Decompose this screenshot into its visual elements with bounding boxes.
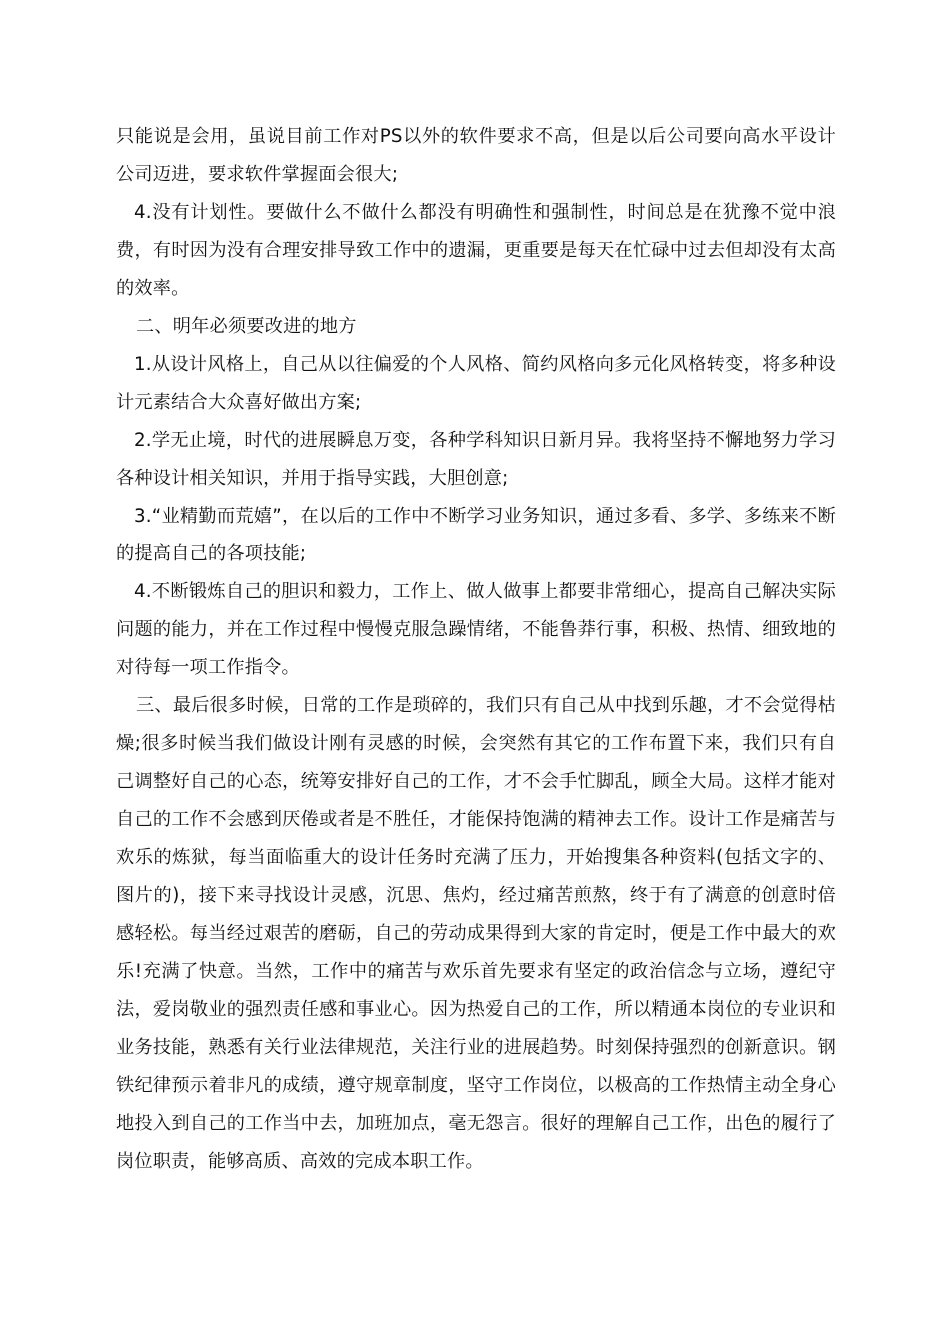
paragraph-item-4: 4.没有计划性。要做什么不做什么都没有明确性和强制性，时间总是在犹豫不觉中浪费，有时因为没有合理安排导致工作中的遗漏，更重要是每天在忙碌中过去但却没有太高的效率。 xyxy=(116,201,836,299)
document-page xyxy=(116,118,836,1181)
paragraph-improve-4: 4.不断锻炼自己的胆识和毅力，工作上、做人做事上都要非常细心，提高自己解决实际问题的能力，并在工作过程中慢慢克服急躁情绪，不能鲁莽行事，积极、热情、细致地的对待每一项工作指令。 xyxy=(116,581,836,679)
paragraph-improve-3: 3.“业精勤而荒嬉”，在以后的工作中不断学习业务知识，通过多看、多学、多练来不断的提高自己的各项技能; xyxy=(116,505,836,565)
paragraph-continuation: 只能说是会用，虽说目前工作对PS以外的软件要求不高，但是以后公司要向高水平设计公司迈进，要求软件掌握面会很大; xyxy=(116,126,836,185)
section-3-paragraph: 三、最后很多时候，日常的工作是琐碎的，我们只有自己从中找到乐趣，才不会觉得枯燥;很多时候当我们做设计刚有灵感的时候，会突然有其它的工作布置下来，我们只有自己调整好自己的心态，统筹安排好自己的工作，才不会手忙脚乱，顾全大局。这样才能对自己的工作不会感到厌倦或者是不胜任，才能保持饱满的精神去工作。设计工作是痛苦与欢乐的炼狱，每当面临重大的设计任务时充满了压力，开始搜集各种资料(包括文字的、图片的)，接下来寻找设计灵感，沉思、焦灼，经过痛苦煎熬，终于有了满意的创意时倍感轻松。每当经过艰苦的磨砺，自己的劳动成果得到大家的肯定时，便是工作中最大的欢乐!充满了快意。当然，工作中的痛苦与欢乐首先要求有坚定的政治信念与立场，遵纪守法，爱岗敬业的强烈责任感和事业心。因为热爱自己的工作，所以精通本岗位的专业识和业务技能，熟悉有关行业法律规范，关注行业的进展趋势。时刻保持强烈的创新意识。钢铁纪律预示着非凡的成绩，遵守规章制度，坚守工作岗位，以极高的工作热情主动全身心地投入到自己的工作当中去，加班加点，毫无怨言。很好的理解自己工作，出色的履行了岗位职责，能够高质、高效的完成本职工作。 xyxy=(116,695,836,1172)
paragraph-improve-1: 1.从设计风格上，自己从以往偏爱的个人风格、简约风格向多元化风格转变，将多种设计元素结合大众喜好做出方案; xyxy=(116,353,836,413)
paragraph-improve-2: 2.学无止境，时代的进展瞬息万变，各种学科知识日新月异。我将坚持不懈地努力学习各种设计相关知识，并用于指导实践，大胆创意; xyxy=(116,429,836,489)
section-heading-2: 二、明年必须要改进的地方 xyxy=(136,315,357,337)
